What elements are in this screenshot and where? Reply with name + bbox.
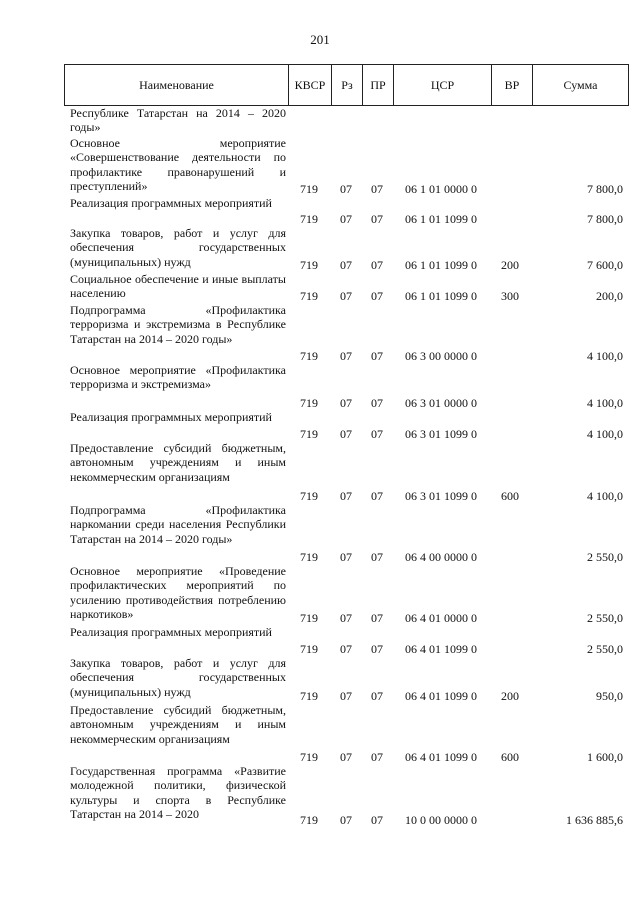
row-csr: 06 1 01 1099 0 (405, 211, 477, 226)
row-name: Основное мероприятие «Профилактика терроризма и экстремизма» (70, 363, 286, 392)
table-row (0, 136, 640, 196)
row-kvsr: 719 (300, 488, 318, 503)
header-kvsr: КВСР (288, 65, 331, 105)
row-pr: 07 (371, 181, 383, 196)
row-rz: 07 (340, 688, 352, 703)
row-csr: 06 3 00 0000 0 (405, 348, 477, 363)
row-name: Подпрограмма «Профилактика терроризма и экстремизма в Республике Татарстан на 2014 – 2020 годы» (70, 303, 286, 346)
table-row (0, 196, 640, 226)
row-name: Предоставление субсидий бюджетным, автономным учреждениям и иным некоммерческим организациям (70, 703, 286, 746)
row-name: Закупка товаров, работ и услуг для обеспечения государственных (муниципальных) нужд (70, 656, 286, 699)
table-row (0, 656, 640, 703)
table-row (0, 625, 640, 656)
row-sum: 950,0 (596, 688, 623, 703)
header-rz: Рз (331, 65, 362, 105)
table-header (64, 64, 629, 106)
row-sum: 2 550,0 (587, 610, 623, 625)
row-rz: 07 (340, 749, 352, 764)
table-row (0, 703, 640, 764)
row-vr: 600 (501, 488, 519, 503)
table-body (0, 106, 640, 827)
table-row (0, 226, 640, 272)
row-rz: 07 (340, 812, 352, 827)
row-csr: 06 1 01 1099 0 (405, 257, 477, 272)
row-kvsr: 719 (300, 610, 318, 625)
row-name: Основное мероприятие «Проведение профилактических мероприятий по усилению противодействия потреблению наркотиков» (70, 564, 286, 622)
row-sum: 7 600,0 (587, 257, 623, 272)
row-kvsr: 719 (300, 641, 318, 656)
row-name: Закупка товаров, работ и услуг для обеспечения государственных (муниципальных) нужд (70, 226, 286, 269)
row-name: Республике Татарстан на 2014 – 2020 годы» (70, 106, 286, 135)
row-rz: 07 (340, 288, 352, 303)
row-kvsr: 719 (300, 426, 318, 441)
row-csr: 06 4 01 1099 0 (405, 688, 477, 703)
row-pr: 07 (371, 641, 383, 656)
table-row (0, 503, 640, 564)
row-rz: 07 (340, 348, 352, 363)
table-row (0, 564, 640, 625)
table-row (0, 106, 640, 136)
row-csr: 06 4 01 0000 0 (405, 610, 477, 625)
header-name: Наименование (139, 78, 214, 92)
row-kvsr: 719 (300, 181, 318, 196)
row-rz: 07 (340, 181, 352, 196)
row-name: Реализация программных мероприятий (70, 410, 272, 424)
row-vr: 600 (501, 749, 519, 764)
row-pr: 07 (371, 812, 383, 827)
row-kvsr: 719 (300, 211, 318, 226)
row-sum: 2 550,0 (587, 549, 623, 564)
row-sum: 4 100,0 (587, 348, 623, 363)
row-rz: 07 (340, 211, 352, 226)
row-sum: 200,0 (596, 288, 623, 303)
row-pr: 07 (371, 610, 383, 625)
row-rz: 07 (340, 610, 352, 625)
table-row (0, 410, 640, 441)
row-name: Социальное обеспечение и иные выплаты населению (70, 272, 286, 301)
row-pr: 07 (371, 211, 383, 226)
row-pr: 07 (371, 749, 383, 764)
row-csr: 10 0 00 0000 0 (405, 812, 477, 827)
header-pr: ПР (362, 65, 393, 105)
row-rz: 07 (340, 395, 352, 410)
row-csr: 06 1 01 1099 0 (405, 288, 477, 303)
row-kvsr: 719 (300, 395, 318, 410)
row-csr: 06 1 01 0000 0 (405, 181, 477, 196)
row-pr: 07 (371, 257, 383, 272)
header-csr: ЦСР (393, 65, 491, 105)
row-kvsr: 719 (300, 257, 318, 272)
table-row (0, 363, 640, 410)
row-name: Реализация программных мероприятий (70, 625, 272, 639)
table-row (0, 764, 640, 827)
row-csr: 06 3 01 1099 0 (405, 488, 477, 503)
row-vr: 300 (501, 288, 519, 303)
row-pr: 07 (371, 395, 383, 410)
page-number: 201 (310, 32, 330, 47)
table-row (0, 303, 640, 363)
row-rz: 07 (340, 549, 352, 564)
row-rz: 07 (340, 488, 352, 503)
row-kvsr: 719 (300, 288, 318, 303)
row-sum: 1 636 885,6 (566, 812, 623, 827)
row-csr: 06 4 01 1099 0 (405, 749, 477, 764)
table-row (0, 272, 640, 303)
row-name: Основное мероприятие «Совершенствование деятельности по профилактике правонарушений и преступлений» (70, 136, 286, 194)
row-rz: 07 (340, 257, 352, 272)
header-sum: Сумма (532, 65, 628, 105)
row-name: Предоставление субсидий бюджетным, автономным учреждениям и иным некоммерческим организациям (70, 441, 286, 484)
row-sum: 1 600,0 (587, 749, 623, 764)
row-sum: 4 100,0 (587, 488, 623, 503)
row-vr: 200 (501, 257, 519, 272)
row-csr: 06 4 00 0000 0 (405, 549, 477, 564)
row-kvsr: 719 (300, 812, 318, 827)
row-sum: 7 800,0 (587, 181, 623, 196)
row-sum: 2 550,0 (587, 641, 623, 656)
row-pr: 07 (371, 426, 383, 441)
row-kvsr: 719 (300, 749, 318, 764)
row-rz: 07 (340, 641, 352, 656)
row-kvsr: 719 (300, 688, 318, 703)
row-sum: 4 100,0 (587, 426, 623, 441)
row-vr: 200 (501, 688, 519, 703)
row-csr: 06 3 01 1099 0 (405, 426, 477, 441)
header-vr: ВР (491, 65, 532, 105)
row-pr: 07 (371, 688, 383, 703)
row-kvsr: 719 (300, 549, 318, 564)
table-row (0, 441, 640, 503)
row-pr: 07 (371, 348, 383, 363)
row-rz: 07 (340, 426, 352, 441)
row-name: Реализация программных мероприятий (70, 196, 272, 210)
row-name: Подпрограмма «Профилактика наркомании среди населения Республики Татарстан на 2014 – 2020 годы» (70, 503, 286, 546)
row-pr: 07 (371, 549, 383, 564)
row-csr: 06 4 01 1099 0 (405, 641, 477, 656)
row-kvsr: 719 (300, 348, 318, 363)
row-sum: 4 100,0 (587, 395, 623, 410)
row-name: Государственная программа «Развитие молодежной политики, физической культуры и спорта в Республике Татарстан на 2014 – 2020 (70, 764, 286, 822)
row-sum: 7 800,0 (587, 211, 623, 226)
row-pr: 07 (371, 288, 383, 303)
row-pr: 07 (371, 488, 383, 503)
row-csr: 06 3 01 0000 0 (405, 395, 477, 410)
